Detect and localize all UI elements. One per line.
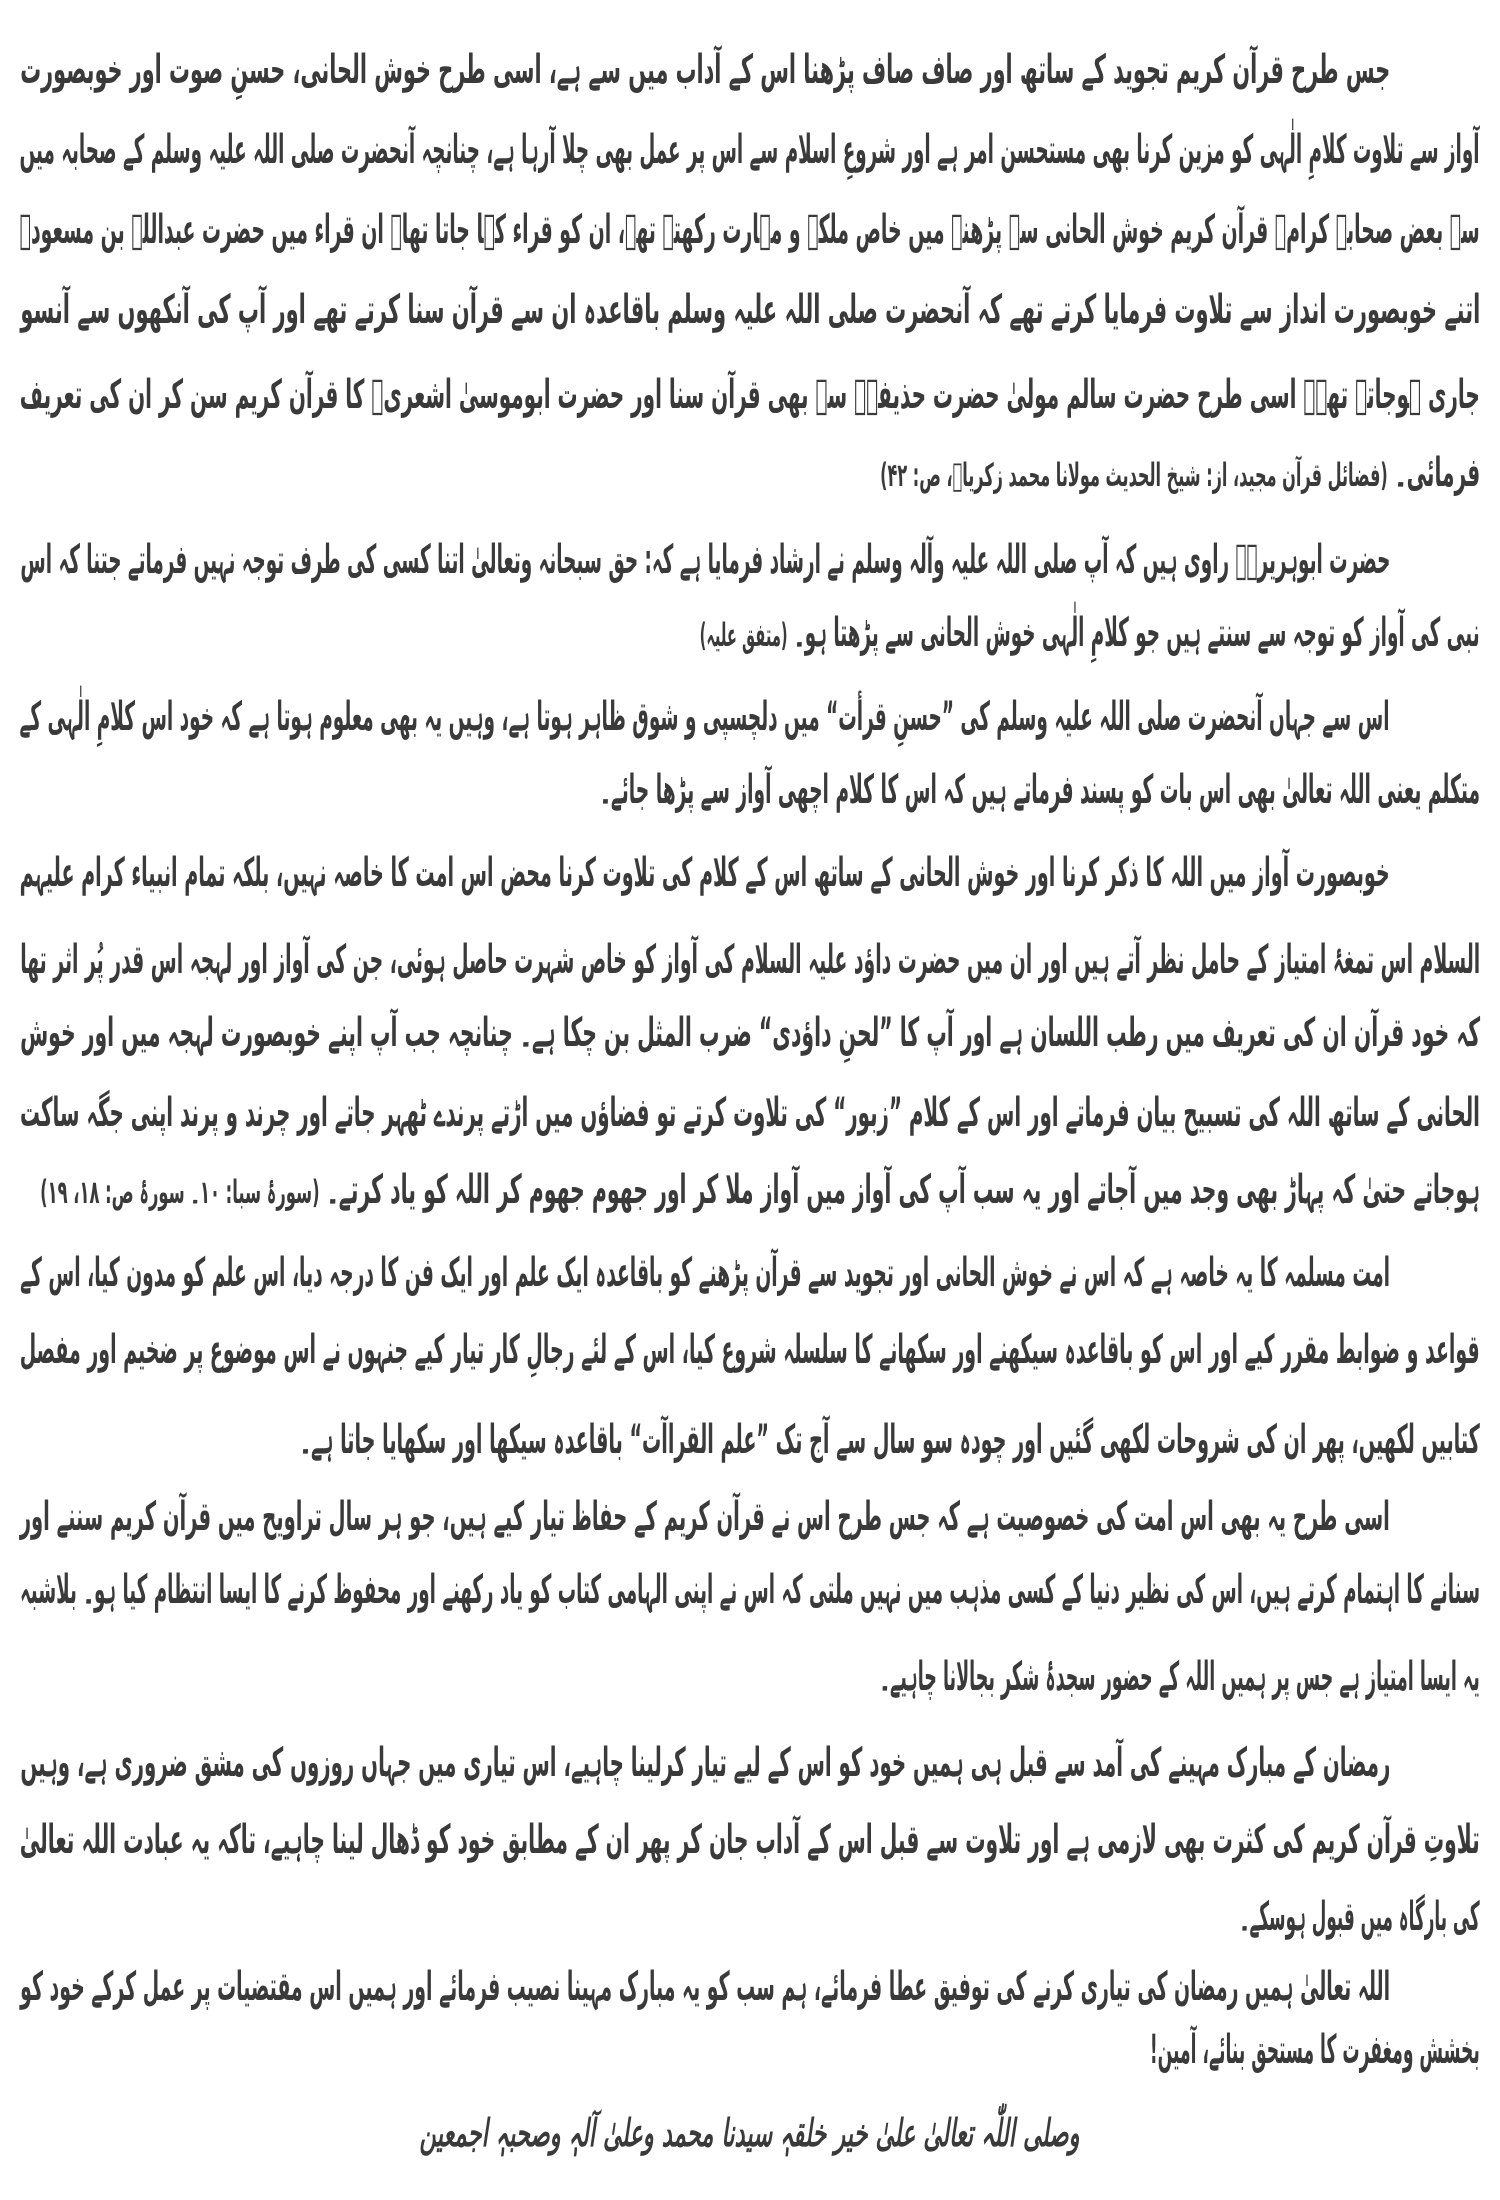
text-line: اللہ تعالیٰ ہمیں رمضان کی تیاری کرنے کی توفیق عطا فرمائے، ہم سب کو یہ مبارک مہینا نصیب فرمائے اور ہمیں اس مقتضیات پر عمل کرکے خود کو: [20, 1964, 1390, 2010]
p1-line-6: [880, 433, 1480, 513]
text-line: [880, 433, 1480, 515]
closing-benediction: [0, 2093, 1500, 2173]
p1-line-1: [20, 30, 1390, 110]
p1-line-2: [20, 110, 1480, 190]
p1-line-3: [20, 190, 1480, 270]
citation-reference: (سورۂ سبا: ۱۰۔ سورۂ ص: ۱۸، ۱۹): [40, 1173, 320, 1211]
p4-line-3: [20, 993, 1480, 1073]
text-line: حضرت ابوہریرہؓ راوی ہیں کہ آپ صلی اللہ علیہ وآلہ وسلم نے ارشاد فرمایا ہے کہ: حق سبحانہ وتعالیٰ اتنا کسی کی طرف توجہ نہیں فرماتے جتنا کہ اس: [20, 537, 1390, 583]
p1-line-4: [20, 270, 1480, 350]
p6-line-3: [880, 1637, 1480, 1717]
text-line: اتنے خوبصورت انداز سے تلاوت فرمایا کرتے تھے کہ آنحضرت صلی اللہ علیہ وسلم باقاعدہ ان سے قرآن سنا کرتے تھے اور آپ کی آنکھوں سے آنسو: [19, 287, 1480, 333]
text-line: [40, 1150, 1480, 1232]
last-line-text: نبی کی آواز کو توجہ سے سنتے ہیں جو کلامِ الٰہی خوش الحانی سے پڑھتا ہو۔: [794, 610, 1480, 656]
citation-reference: (فضائل قرآن مجید، از: شیخ الحدیث مولانا محمد زکریاؒ، ص: ۴۲): [880, 456, 1388, 494]
p7-line-3: [1240, 1877, 1480, 1957]
text-line: سنانے کا اہتمام کرتے ہیں، اس کی نظیر دنیا کے کسی مذہب میں نہیں ملتی کہ اس نے اپنی الہامی کتاب کو یاد رکھنے اور محفوظ کرنے کا ایسا انتظام کیا ہو۔ بلاشبہ: [20, 1567, 1480, 1613]
last-line-text: ہوجاتے حتیٰ کہ پہاڑ بھی وجد میں آجاتے اور یہ سب آپ کی آواز میں آواز ملا کر اور جھوم جھوم کر اللہ کو یاد کرتے۔: [326, 1167, 1480, 1213]
text-line: جس طرح قرآن کریم تجوید کے ساتھ اور صاف صاف پڑھنا اس کے آداب میں سے ہے، اسی طرح خوش الحانی، حسنِ صوت اور خوبصورت: [20, 47, 1390, 93]
p2-line-1: [20, 520, 1390, 600]
last-line-text: فرمائی۔: [1394, 450, 1480, 496]
p3-line-1: [20, 677, 1390, 757]
text-line: تلاوتِ قرآن کریم کی کثرت بھی لازمی ہے اور تلاوت سے قبل اس کے آداب جان کر پھر ان کے مطابق خود کو ڈھال لینا چاہیے، تاکہ یہ عبادت اللہ تعالیٰ: [20, 1817, 1480, 1863]
p4-line-5: [40, 1150, 1480, 1230]
text-line: الحانی کے ساتھ اللہ کی تسبیح بیان فرماتے اور اس کے کلام ”زبور“ کی تلاوت کرتے تو فضاؤں میں اڑتے پرندے ٹھہر جاتے اور چرند و پرند اپنی جگہ ساکت: [20, 1090, 1480, 1136]
text-line: سے بعض صحابہ کرامؓ قرآن کریم خوش الحانی سے پڑھنے میں خاص ملکہ و مہارت رکھتے تھے، ان کو قراء کہا جاتا تھا۔ ان قراء میں حضرت عبداللہ بن مسعودؓ: [20, 207, 1480, 253]
text-line: امت مسلمہ کا یہ خاصہ ہے کہ اس نے خوش الحانی اور تجوید سے قرآن پڑھنے کو باقاعدہ ایک علم اور ایک فن کا درجہ دیا، اس علم کو مدون کیا، اس کے: [20, 1250, 1390, 1296]
p4-line-2: [20, 920, 1480, 1000]
closing-text: وصلی اللّٰہ تعالیٰ علیٰ خیر خلقہٖ سیدنا محمد وعلیٰ آلہٖ وصحبہٖ اجمعین: [420, 2111, 1080, 2155]
p6-line-1: [20, 1477, 1390, 1557]
text-line: کہ خود قرآن ان کی تعریف میں رطب اللسان ہے اور آپ کا ”لحنِ داؤدی“ ضرب المثل بن چکا ہے۔ چنانچہ جب آپ اپنے خوبصورت لہجہ میں اور خوش: [20, 1010, 1480, 1056]
text-line: قواعد و ضوابط مقرر کیے اور اس کو باقاعدہ سیکھنے اور سکھانے کا سلسلہ شروع کیا، اس کے لئے رجالِ کار تیار کیے جنہوں نے اس موضوع پر ضخیم اور مفصل: [20, 1327, 1480, 1373]
text-line: کتابیں لکھیں، پھر ان کی شروحات لکھی گئیں اور چودہ سو سال سے آج تک ”علم القراآت“ باقاعدہ سیکھا اور سکھایا جاتا ہے۔: [300, 1417, 1480, 1463]
text-line: السلام اس تمغۂ امتیاز کے حامل نظر آتے ہیں اور ان میں حضرت داؤد علیہ السلام کی آواز کو خاص شہرت حاصل ہوئی، جن کی آواز اور لہجہ اس قدر پُر اثر تھا: [20, 937, 1480, 983]
p8-line-2: [1150, 2010, 1480, 2090]
p1-line-5: [20, 355, 1480, 435]
text-line: خوبصورت آواز میں اللہ کا ذکر کرنا اور خوش الحانی کے ساتھ اس کے کلام کی تلاوت کرنا محض اس امت کا خاصہ نہیں، بلکہ تمام انبیاء کرام علیہم: [20, 850, 1390, 896]
text-line: اسی طرح یہ بھی اس امت کی خصوصیت ہے کہ جس طرح اس نے قرآن کریم کے حفاظ تیار کیے ہیں، جو ہر سال تراویح میں قرآن کریم سننے اور: [20, 1494, 1390, 1540]
p2-line-2: [700, 593, 1480, 673]
citation-reference: (متفق علیہ): [700, 616, 789, 654]
p5-line-3: [300, 1400, 1480, 1480]
p3-line-2: [600, 750, 1480, 830]
text-line: متکلم یعنی اللہ تعالیٰ بھی اس بات کو پسند فرماتے ہیں کہ اس کا کلام اچھی آواز سے پڑھا جائے۔: [600, 767, 1480, 813]
p7-line-1: [20, 1723, 1390, 1803]
text-line: جاری ہوجاتے تھے۔ اسی طرح حضرت سالم مولیٰ حضرت حذیفہؓ سے بھی قرآن سنا اور حضرت ابوموسیٰ اشعریؓ کا قرآن کریم سن کر ان کی تعریف: [20, 372, 1480, 418]
p4-line-4: [20, 1073, 1480, 1153]
p4-line-1: [20, 833, 1390, 913]
p5-line-2: [20, 1310, 1480, 1390]
p5-line-1: [20, 1233, 1390, 1313]
p7-line-2: [20, 1800, 1480, 1880]
p6-line-2: [20, 1550, 1480, 1630]
text-line: آواز سے تلاوت کلامِ الٰہی کو مزین کرنا بھی مستحسن امر ہے اور شروعِ اسلام سے اس پر عمل بھی چلا آرہا ہے، چنانچہ آنحضرت صلی اللہ علیہ وسلم کے صحابہ میں: [20, 127, 1480, 173]
text-line: اس سے جہاں آنحضرت صلی اللہ علیہ وسلم کی ”حسنِ قرأت“ میں دلچسپی و شوق ظاہر ہوتا ہے، وہیں یہ بھی معلوم ہوتا ہے کہ خود اس کلامِ الٰہی کے: [20, 694, 1390, 740]
text-line: [700, 593, 1480, 675]
text-line: کی بارگاہ میں قبول ہوسکے۔: [1240, 1894, 1480, 1940]
text-line: یہ ایسا امتیاز ہے جس پر ہمیں اللہ کے حضور سجدۂ شکر بجالانا چاہیے۔: [880, 1654, 1480, 1700]
text-line: بخشش ومغفرت کا مستحق بنائے، آمین!: [1150, 2027, 1480, 2073]
text-line: رمضان کے مبارک مہینے کی آمد سے قبل ہی ہمیں خود کو اس کے لیے تیار کرلینا چاہیے، اس تیاری میں جہاں روزوں کی مشق ضروری ہے، وہیں: [20, 1740, 1390, 1786]
